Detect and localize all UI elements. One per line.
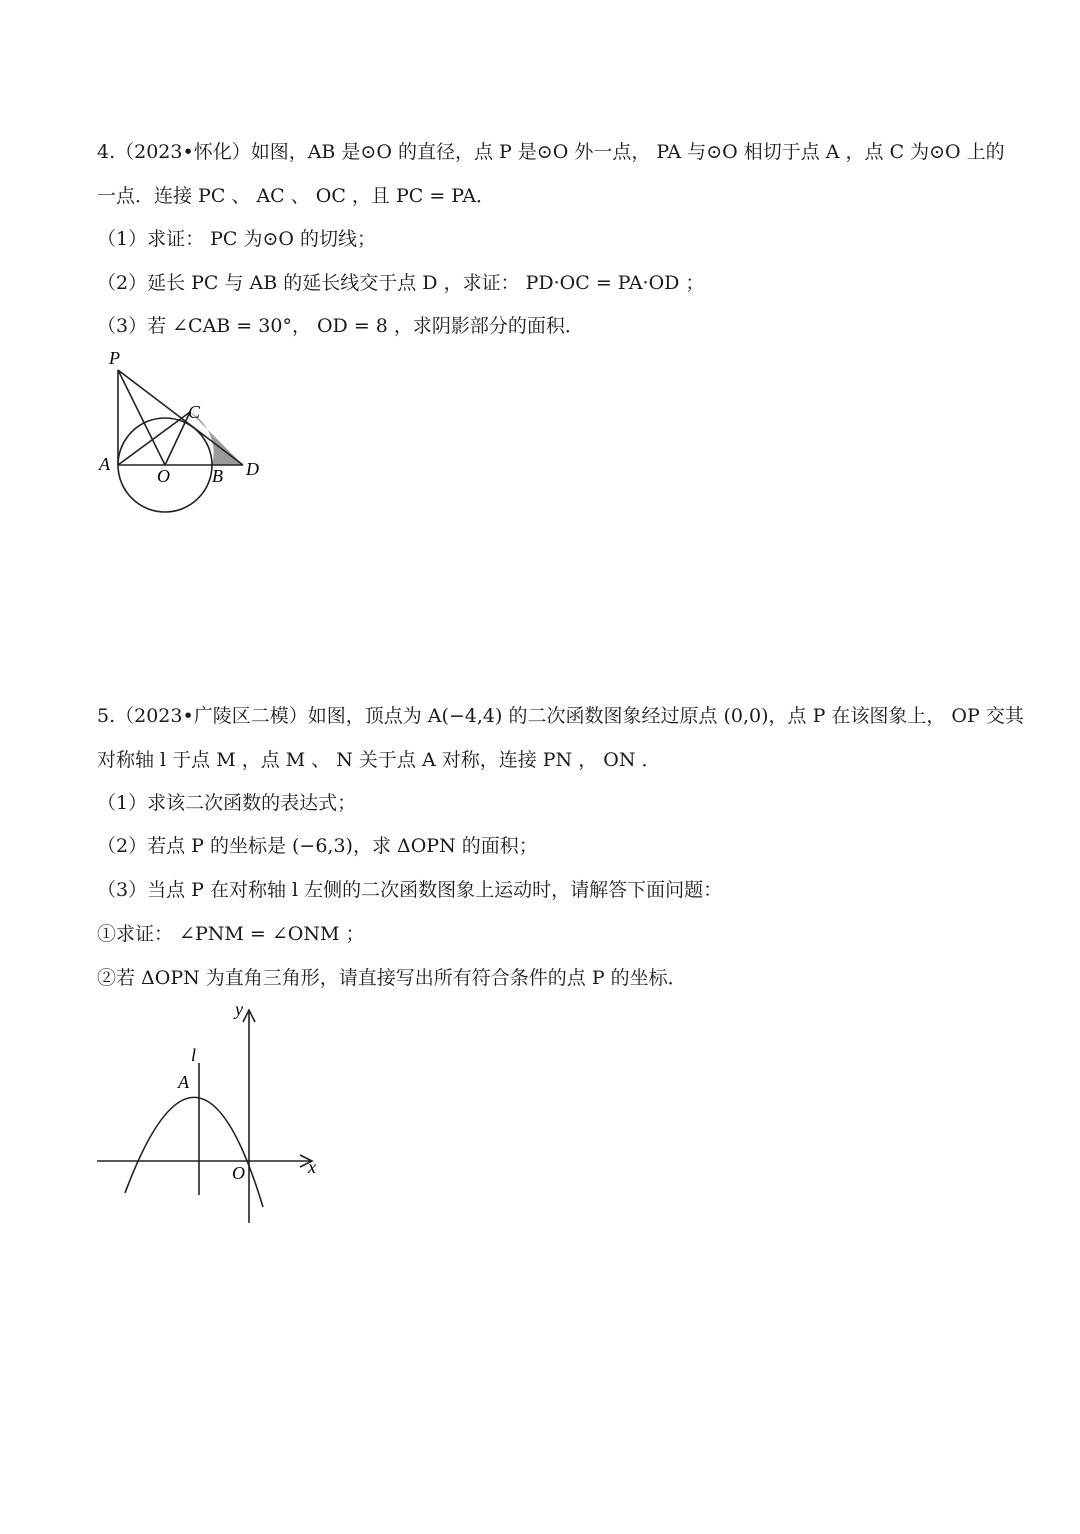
label-p: P [109, 348, 120, 368]
problem4-figure [90, 340, 280, 530]
problem5-subquestion1: ①求证： ∠PNM = ∠ONM ； [97, 923, 365, 945]
line-po [118, 370, 165, 465]
problem5-figure [90, 995, 330, 1230]
label-a: A [178, 1072, 189, 1092]
problem4-question3: （3）若 ∠CAB = 30°， OD = 8 ，求阴影部分的面积． [97, 315, 584, 337]
label-o: O [232, 1163, 245, 1183]
label-b: B [212, 466, 223, 486]
problem5-question1: （1）求该二次函数的表达式； [97, 792, 357, 814]
label-y: y [235, 999, 243, 1019]
problem5-question3: （3）当点 P 在对称轴 l 左侧的二次函数图象上运动时，请解答下面问题： [97, 879, 723, 901]
problem4-line1: 4.（2023•怀化）如图，AB 是⊙O 的直径，点 P 是⊙O 外一点， PA 与⊙O 相切于点 A ，点 C 为⊙O 上的 [97, 141, 1005, 163]
label-o: O [157, 466, 170, 486]
problem5-line2: 对称轴 l 于点 M ，点 M 、 N 关于点 A 对称，连接 PN ， ON ． [97, 749, 661, 771]
problem4-question1: （1）求证： PC 为⊙O 的切线； [97, 228, 377, 250]
problem5-subquestion2: ②若 ΔOPN 为直角三角形，请直接写出所有符合条件的点 P 的坐标． [97, 967, 687, 989]
problem4-line2: 一点．连接 PC 、 AC 、 OC ，且 PC = PA． [97, 185, 496, 207]
label-l: l [191, 1045, 197, 1065]
problem4-question2: （2）延长 PC 与 AB 的延长线交于点 D ，求证： PD·OC = PA·OD ； [97, 272, 705, 294]
parabola [125, 1097, 263, 1207]
label-a: A [99, 454, 110, 474]
label-x: x [308, 1157, 316, 1177]
label-d: D [246, 459, 259, 479]
problem5-question2: （2）若点 P 的坐标是 (−6,3)，求 ΔOPN 的面积； [97, 835, 538, 857]
problem5-line1: 5.（2023•广陵区二模）如图，顶点为 A(−4,4) 的二次函数图象经过原点 (0,0)，点 P 在该图象上， OP 交其 [97, 705, 1024, 727]
label-c: C [188, 402, 201, 422]
